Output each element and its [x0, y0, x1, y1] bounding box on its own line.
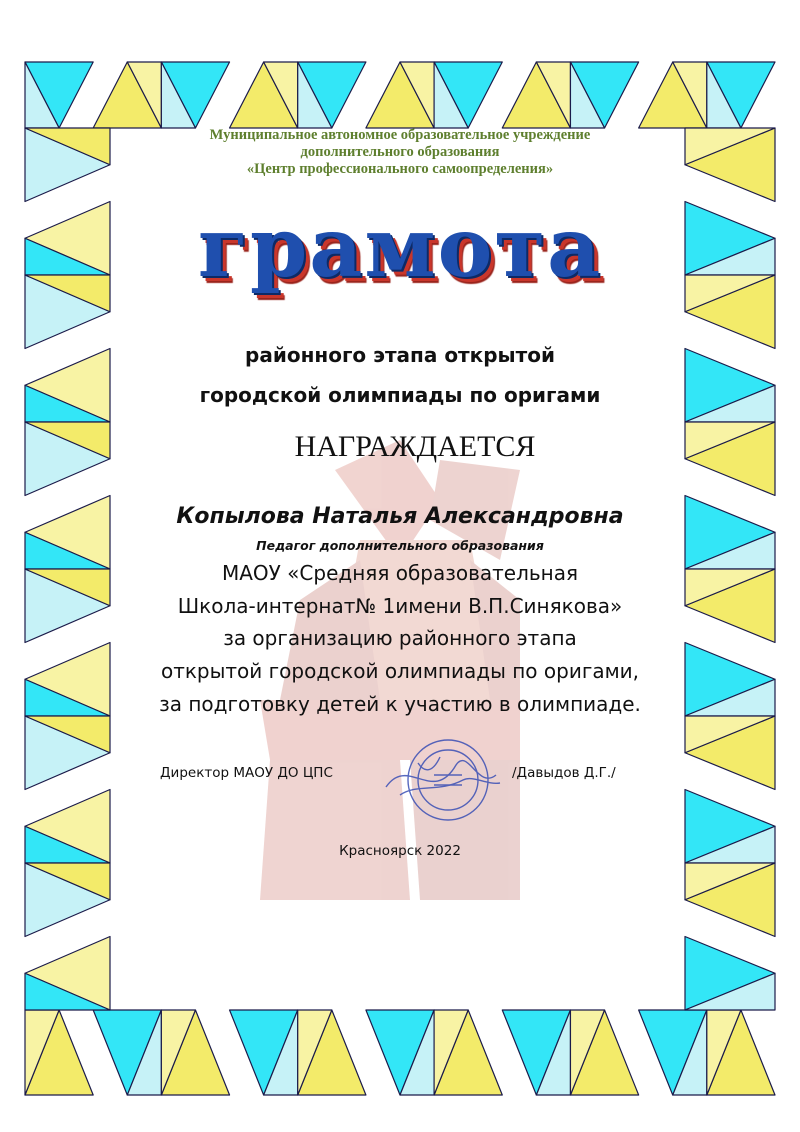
- subtitle-line-2: городской олимпиады по оригами: [199, 383, 601, 407]
- director-title: Директор МАОУ ДО ЦПС: [160, 765, 333, 781]
- awarded-heading: НАГРАЖДАЕТСЯ: [294, 430, 536, 463]
- institution-line-2: дополнительного образования: [300, 144, 500, 160]
- body-line-1: МАОУ «Средняя образовательная: [221, 561, 579, 585]
- recipient-name: Копылова Наталья Александровна: [176, 504, 624, 529]
- official-stamp: [378, 735, 508, 825]
- city-year: Красноярск 2022: [339, 843, 461, 859]
- body-line-5: за подготовку детей к участию в олимпиаде.: [159, 692, 641, 716]
- certificate-heading: грамота: [197, 200, 603, 296]
- body-line-4: открытой городской олимпиады по оригами,: [160, 659, 640, 683]
- institution-line-1: Муниципальное автономное образовательное учреждение: [209, 127, 591, 143]
- body-line-3: за организацию районного этапа: [223, 626, 577, 650]
- body-line-2: Школа-интернат№ 1имени В.П.Синякова»: [177, 594, 623, 618]
- institution-line-3: «Центр профессионального самоопределения»: [246, 161, 554, 177]
- recipient-position: Педагог дополнительного образования: [256, 538, 544, 553]
- subtitle-line-1: районного этапа открытой: [245, 343, 555, 367]
- director-name: /Давыдов Д.Г./: [512, 765, 616, 781]
